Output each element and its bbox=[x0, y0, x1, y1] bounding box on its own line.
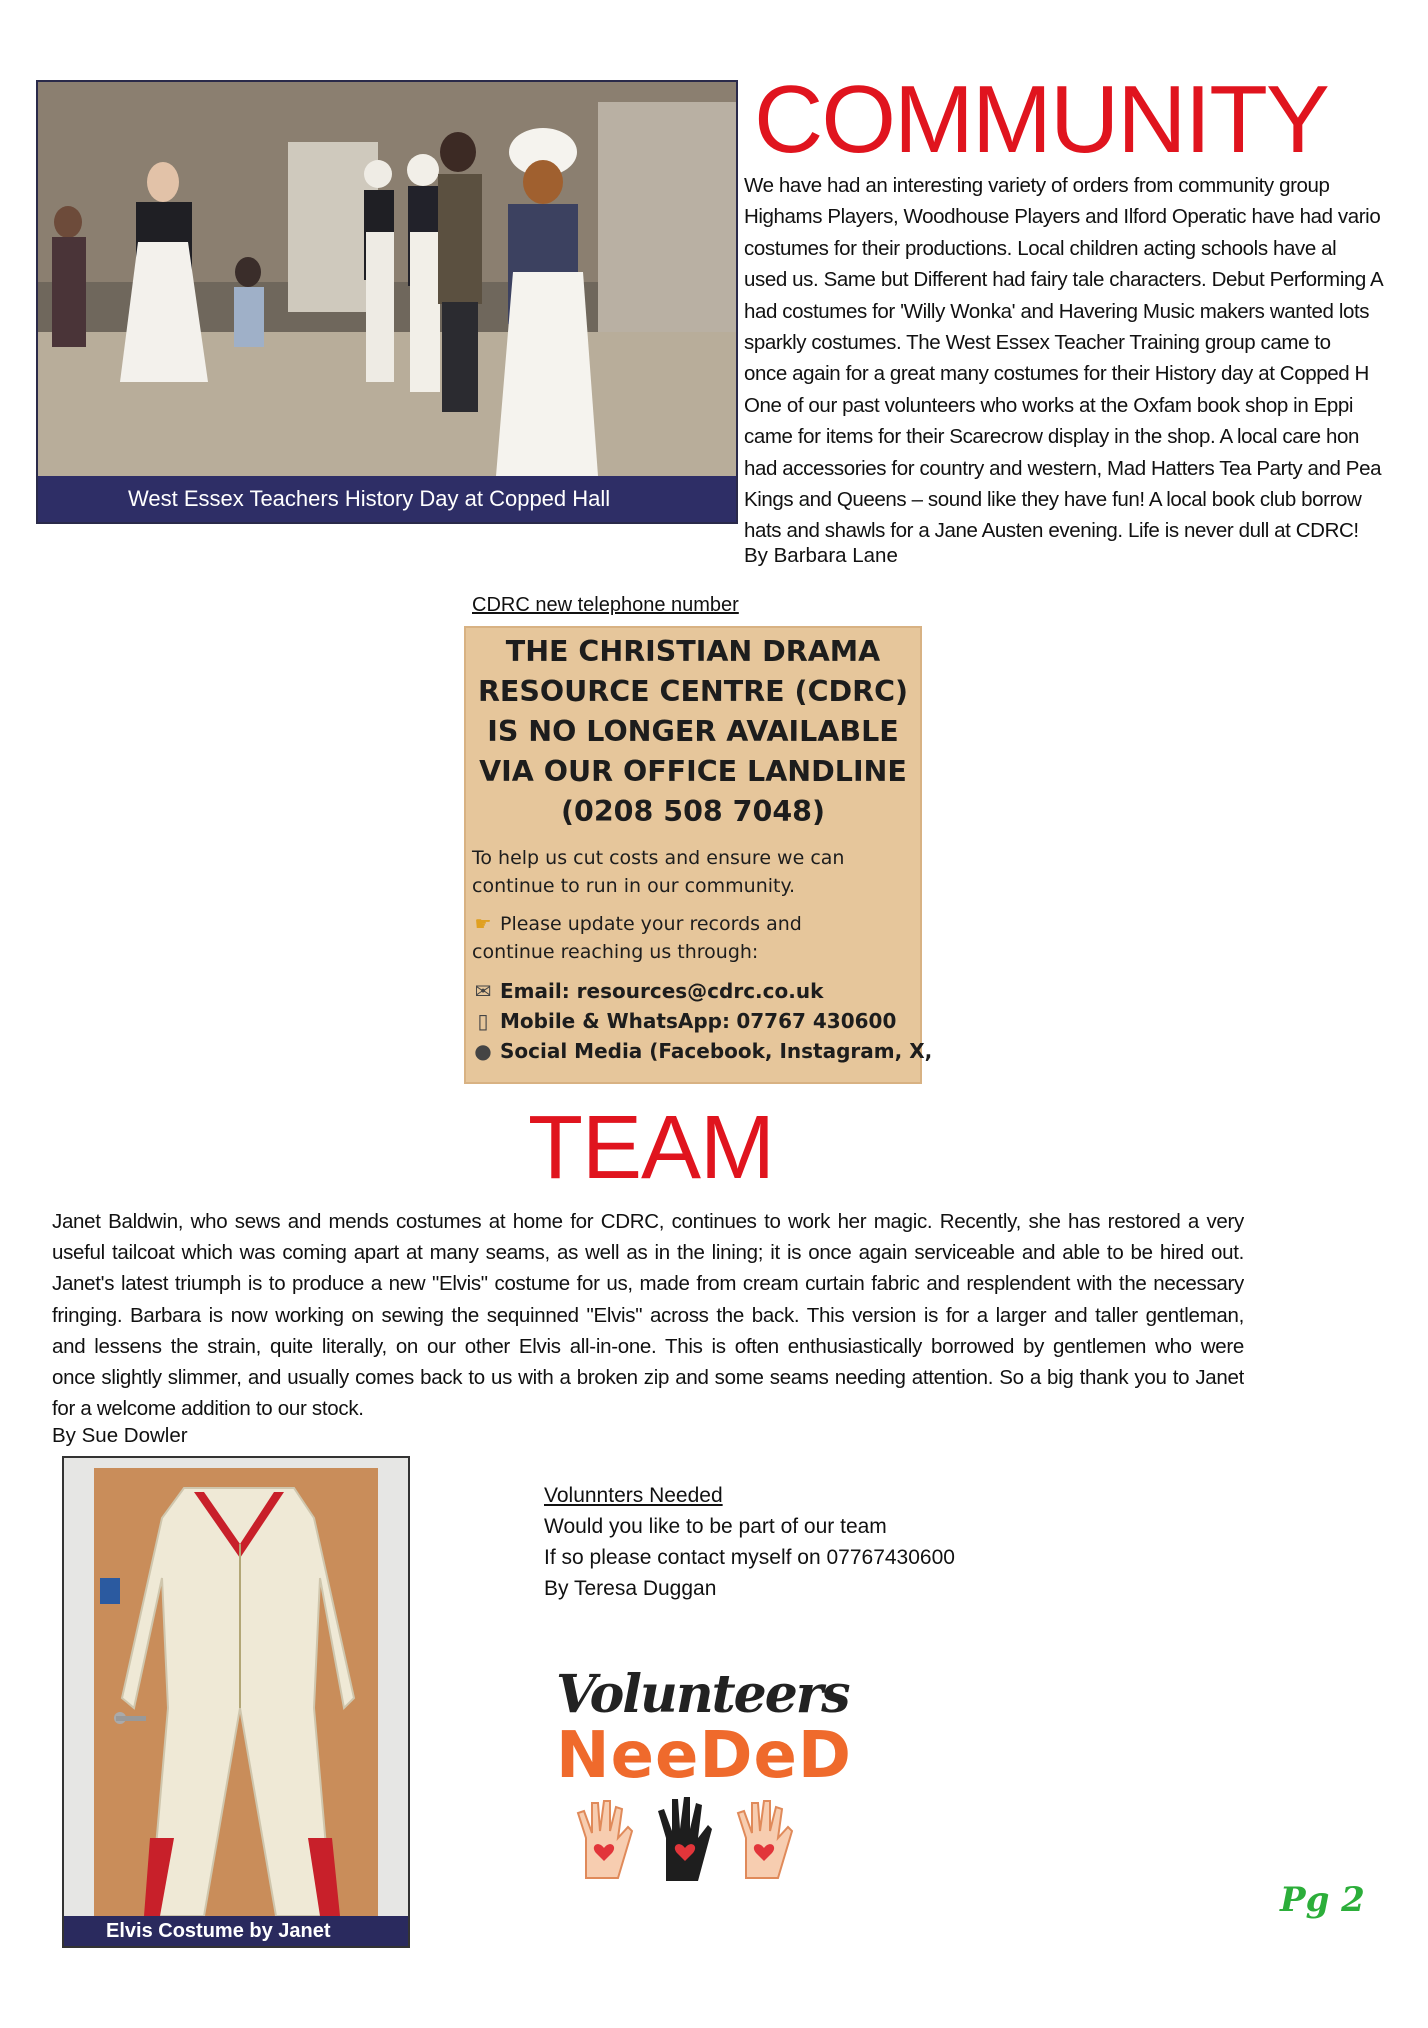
community-line: One of our past volunteers who works at the Oxfam book shop in Eppi bbox=[744, 393, 1354, 417]
page-number: Pg 2 bbox=[1280, 1880, 1365, 1920]
volunteers-line: Would you like to be part of our team bbox=[544, 1515, 887, 1538]
notice-headline-line: THE CHRISTIAN DRAMA bbox=[505, 635, 881, 668]
phone-notice-card bbox=[464, 626, 933, 1084]
community-line: sparkly costumes. The West Essex Teacher Training group came to bbox=[744, 331, 1331, 355]
notice-mobile-label: Mobile & WhatsApp: bbox=[500, 1009, 730, 1033]
notice-mobile-number[interactable]: 07767 430600 bbox=[736, 1009, 897, 1033]
history-day-photo bbox=[36, 80, 738, 524]
team-heading: TEAM bbox=[528, 1098, 775, 1198]
community-line: had accessories for country and western, Mad Hatters Tea Party and Pea bbox=[744, 456, 1382, 480]
notice-text-line: continue reaching us through: bbox=[472, 941, 759, 963]
community-article bbox=[744, 170, 1396, 547]
team-line: Janet's latest triumph is to produce a new "Elvis" costume for us, made from cream curtain fabric and resplendent with the necessary bbox=[52, 1272, 1244, 1296]
history-day-caption: West Essex Teachers History Day at Copped Hall bbox=[38, 476, 736, 522]
speech-bubble-icon: ● bbox=[474, 1039, 492, 1063]
phone-notice-heading: CDRC new telephone number bbox=[472, 594, 739, 616]
volunteers-logo-script: Volunteers bbox=[556, 1664, 849, 1725]
notice-email-row bbox=[466, 976, 920, 1006]
community-author: By Barbara Lane bbox=[744, 544, 898, 567]
community-line: hats and shawls for a Jane Austen evening. Life is never dull at CDRC! bbox=[744, 519, 1359, 543]
notice-headline bbox=[466, 632, 920, 832]
elvis-costume-image bbox=[64, 1458, 408, 1916]
team-line: and lessens the strain, quite literally, on our other Elvis all-in-one. This is often enthusiastically borrowed by gentlemen who were bbox=[52, 1334, 1244, 1358]
volunteers-author: By Teresa Duggan bbox=[544, 1577, 717, 1600]
community-heading: COMMUNITY bbox=[754, 66, 1328, 173]
team-line: for a welcome addition to our stock. bbox=[52, 1397, 364, 1421]
hands-heart-icon bbox=[556, 1793, 816, 1883]
notice-headline-line: (0208 508 7048) bbox=[560, 795, 826, 828]
team-line: fringing. Barbara is now working on sewing the sequinned "Elvis" across the back. This version is for a larger and taller gentleman, bbox=[52, 1303, 1244, 1327]
notice-headline-line: RESOURCE CENTRE (CDRC) bbox=[477, 675, 909, 708]
notice-headline-line: VIA OUR OFFICE LANDLINE bbox=[479, 755, 907, 788]
volunteers-heading: Volunnters Needed bbox=[544, 1484, 723, 1507]
notice-headline-line: IS NO LONGER AVAILABLE bbox=[487, 715, 899, 748]
notice-text-line: To help us cut costs and ensure we can bbox=[472, 847, 845, 869]
notice-social: Social Media (Facebook, Instagram, X, bbox=[500, 1039, 933, 1063]
community-line: came for items for their Scarecrow display in the shop. A local care hon bbox=[744, 425, 1359, 449]
elvis-costume-caption: Elvis Costume by Janet bbox=[64, 1916, 408, 1946]
volunteers-logo-needed: NeeDeD bbox=[556, 1719, 853, 1793]
elvis-costume-photo bbox=[62, 1456, 410, 1948]
notice-paragraph-2 bbox=[466, 910, 920, 966]
community-line: costumes for their productions. Local children acting schools have al bbox=[744, 236, 1337, 260]
envelope-icon: ✉ bbox=[474, 979, 492, 1003]
community-line: had costumes for 'Willy Wonka' and Havering Music makers wanted lots bbox=[744, 299, 1370, 323]
pointing-hand-icon: ☛ bbox=[474, 913, 492, 935]
team-author: By Sue Dowler bbox=[52, 1424, 188, 1447]
community-line: used us. Same but Different had fairy tale characters. Debut Performing A bbox=[744, 268, 1384, 292]
notice-email[interactable]: Email: resources@cdrc.co.uk bbox=[500, 979, 824, 1003]
community-line: once again for a great many costumes for their History day at Copped H bbox=[744, 362, 1369, 386]
notice-paragraph-1 bbox=[466, 844, 920, 900]
history-day-image bbox=[38, 82, 736, 476]
phone-icon: ▯ bbox=[477, 1009, 489, 1033]
team-article bbox=[52, 1206, 1244, 1424]
community-line: We have had an interesting variety of orders from community group bbox=[744, 174, 1330, 197]
notice-mobile-row bbox=[466, 1006, 920, 1036]
notice-text-line: Please update your records and bbox=[500, 913, 802, 935]
notice-text-line: continue to run in our community. bbox=[472, 875, 796, 897]
volunteers-contact-line: If so please contact myself on 07767430600 bbox=[544, 1546, 955, 1569]
notice-social-row bbox=[466, 1036, 933, 1066]
volunteers-needed-logo bbox=[556, 1664, 853, 1904]
community-line: Kings and Queens – sound like they have fun! A local book club borrow bbox=[744, 488, 1362, 512]
team-line: useful tailcoat which was coming apart at many seams, as well as in the lining; it is once again serviceable and able to be hired out. bbox=[52, 1241, 1244, 1265]
team-line: Janet Baldwin, who sews and mends costumes at home for CDRC, continues to work her magic. Recently, she has restored a very bbox=[52, 1210, 1244, 1233]
team-line: once slightly slimmer, and usually comes back to us with a broken zip and some seams needing attention. So a big thank you to Janet bbox=[52, 1366, 1244, 1390]
community-line: Highams Players, Woodhouse Players and Ilford Operatic have had vario bbox=[744, 205, 1381, 229]
